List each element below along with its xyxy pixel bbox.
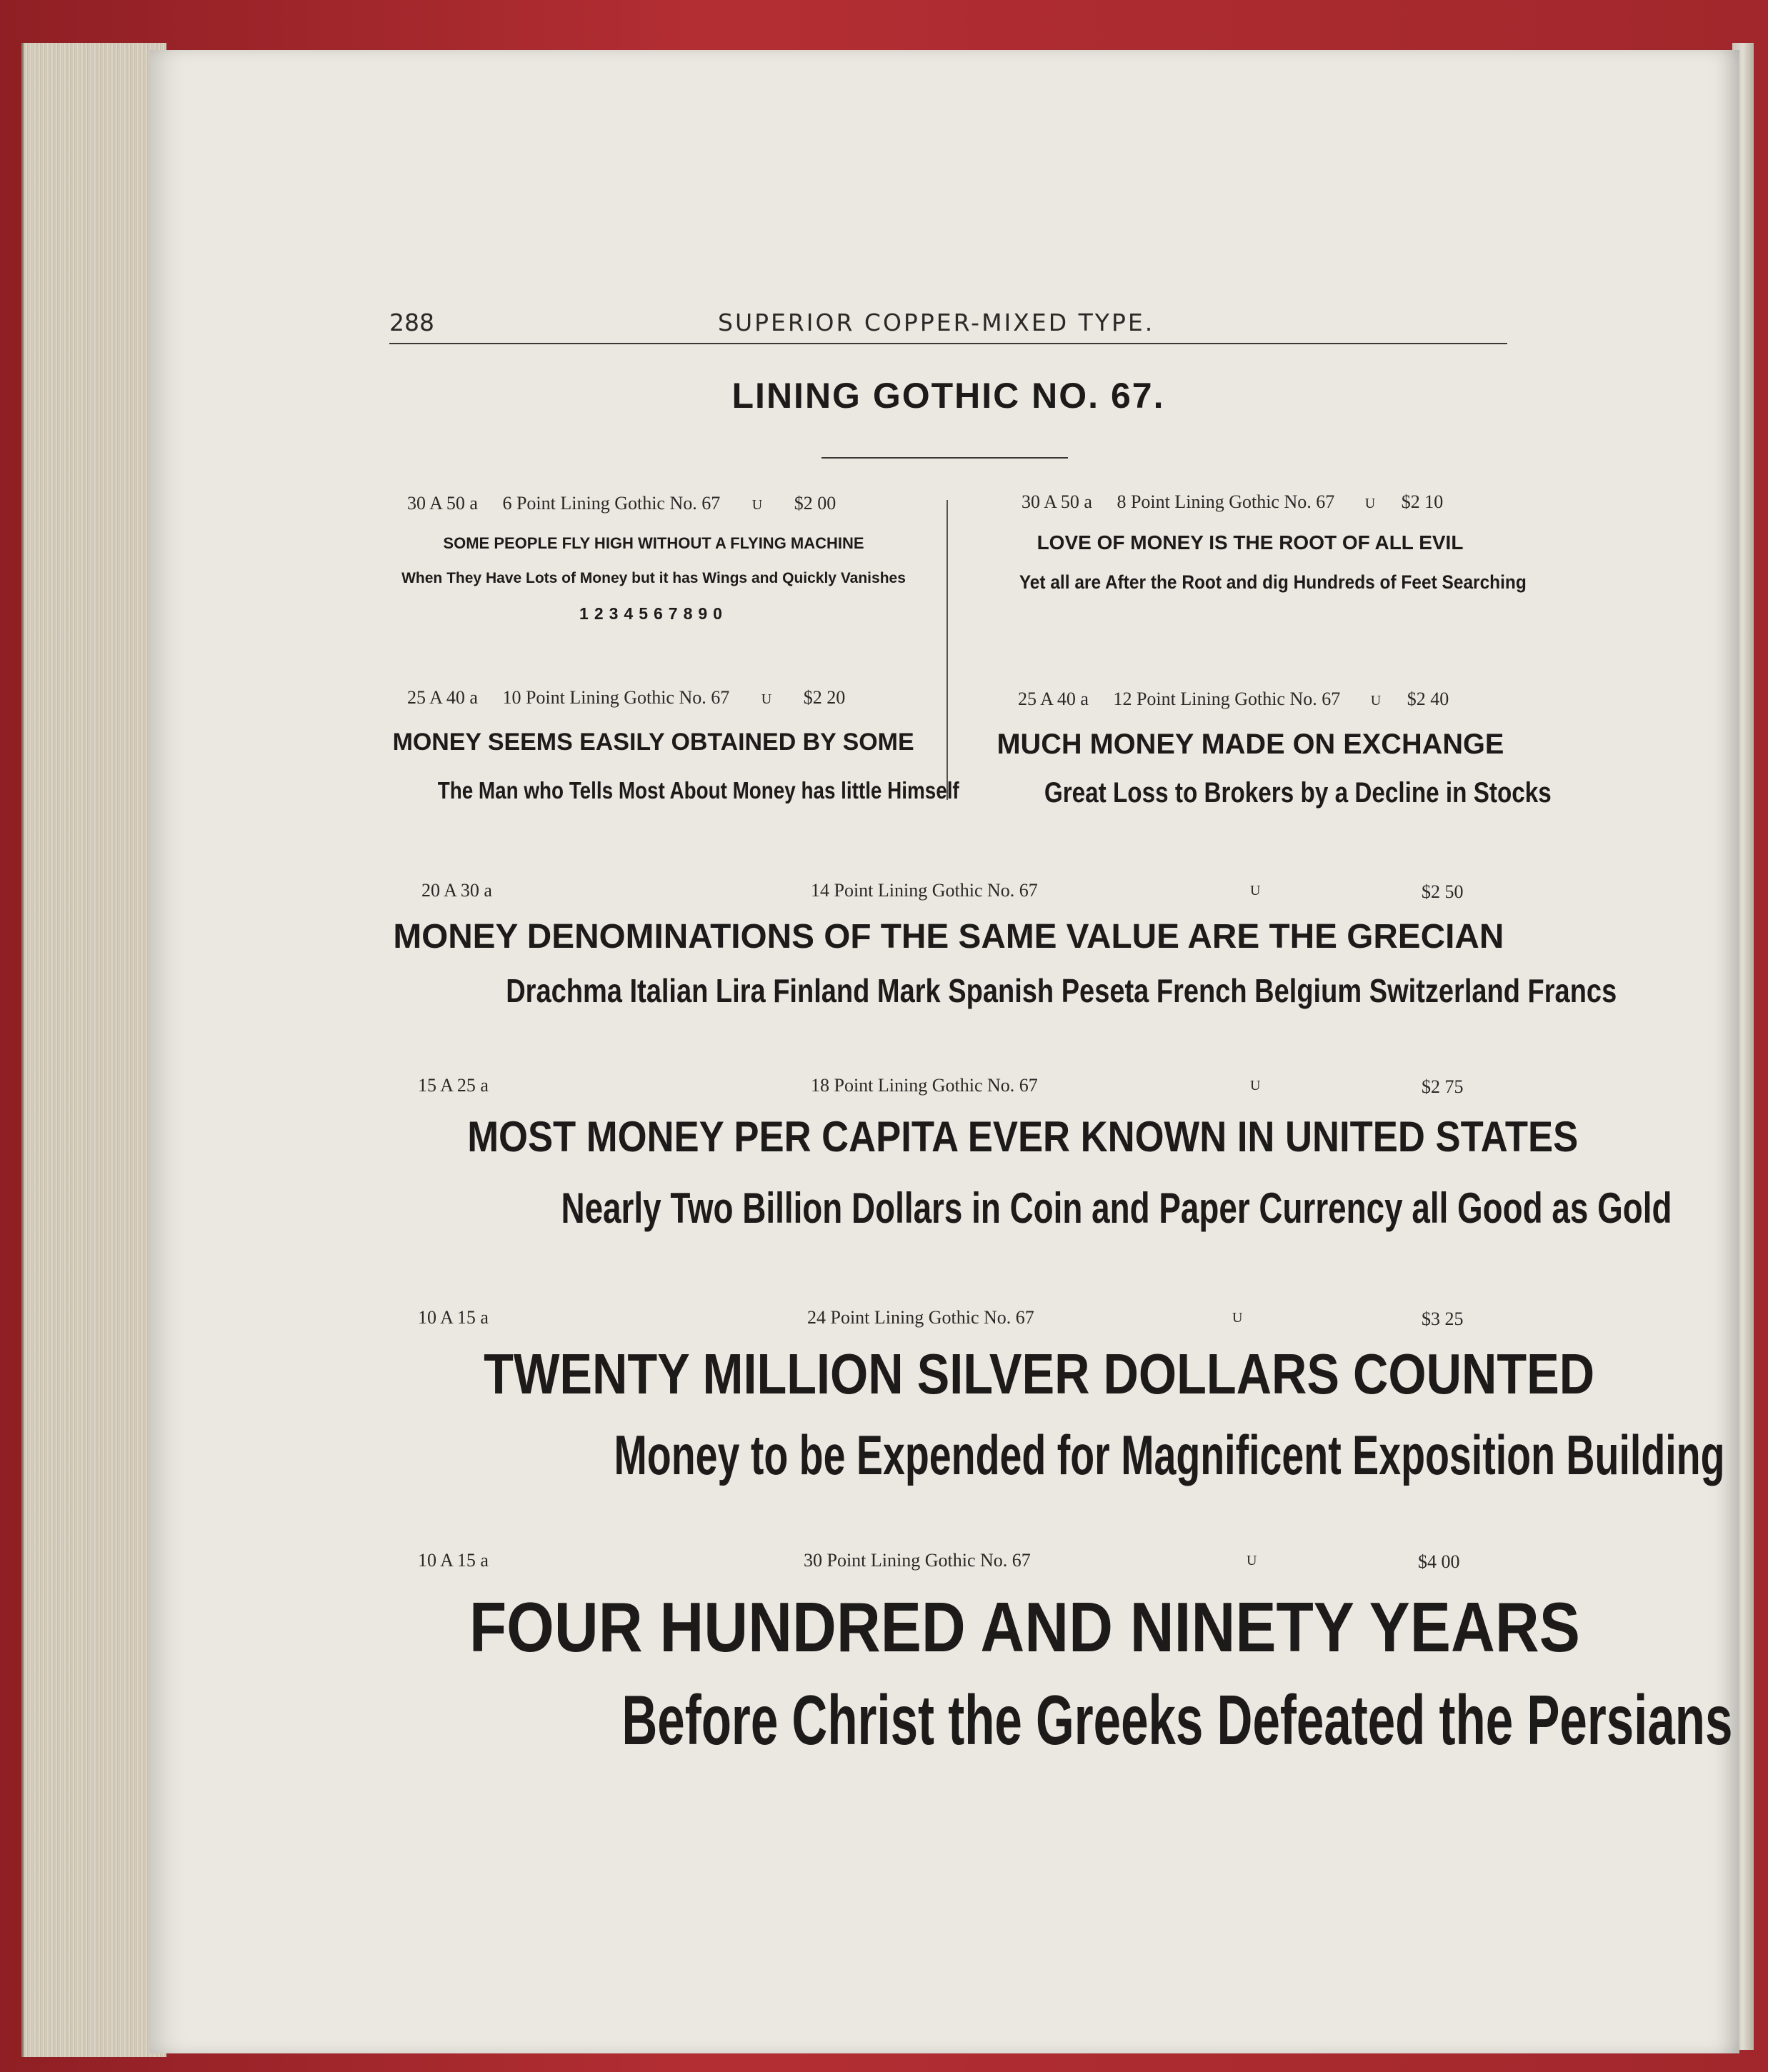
sample-line-lower: Before Christ the Greeks Defeated the Persians: [621, 1681, 1733, 1759]
font-mark: U: [761, 691, 772, 707]
font-price: $2 50: [1422, 881, 1464, 902]
font-mark: U: [1370, 693, 1382, 709]
font-count: 30 A 50 a: [1022, 491, 1092, 512]
sample-line-caps: MOST MONEY PER CAPITA EVER KNOWN IN UNITED STATES: [467, 1113, 1579, 1161]
spec-line: [1018, 689, 1449, 710]
font-name: 14 Point Lining Gothic No. 67: [811, 880, 1038, 901]
sample-line-caps: MUCH MONEY MADE ON EXCHANGE: [997, 729, 1504, 760]
font-name: 24 Point Lining Gothic No. 67: [807, 1307, 1034, 1328]
font-count: 25 A 40 a: [1018, 689, 1089, 709]
font-mark: U: [751, 497, 763, 513]
spec-line: [407, 493, 907, 514]
sample-line-lower: Yet all are After the Root and dig Hundreds of Feet Searching: [1019, 571, 1527, 593]
font-count: 30 A 50 a: [407, 493, 478, 514]
column-rule: [947, 500, 948, 800]
font-mark: U: [1247, 1553, 1257, 1568]
sample-line-lower: Money to be Expended for Magnificent Exposition Building: [614, 1423, 1725, 1486]
font-price: $2 40: [1407, 689, 1449, 709]
spec-line: [1022, 491, 1443, 513]
font-name: 12 Point Lining Gothic No. 67: [1113, 689, 1341, 709]
header-rule: [389, 343, 1507, 344]
running-title: SUPERIOR COPPER-MIXED TYPE.: [718, 309, 1155, 336]
font-price: $3 25: [1422, 1308, 1464, 1329]
page-title: LINING GOTHIC NO. 67.: [731, 376, 1165, 416]
font-name: 30 Point Lining Gothic No. 67: [804, 1550, 1031, 1571]
sample-line-figures: 1234567890: [579, 604, 728, 623]
page-number: 288: [389, 309, 434, 336]
font-price: $2 20: [803, 687, 846, 708]
sample-line-lower: When They Have Lots of Money but it has Wings and Quickly Vanishes: [401, 570, 906, 586]
font-name: 6 Point Lining Gothic No. 67: [502, 493, 721, 514]
font-count: 10 A 15 a: [418, 1307, 489, 1328]
sample-line-lower: Drachma Italian Lira Finland Mark Spanish Peseta French Belgium Switzerland Francs: [506, 972, 1617, 1009]
font-count: 20 A 30 a: [421, 880, 492, 901]
sample-line-caps: FOUR HUNDRED AND NINETY YEARS: [469, 1588, 1580, 1666]
spec-line: [407, 687, 845, 709]
sample-line-caps: TWENTY MILLION SILVER DOLLARS COUNTED: [484, 1342, 1595, 1406]
font-count: 25 A 40 a: [407, 687, 478, 708]
font-name: 8 Point Lining Gothic No. 67: [1117, 491, 1335, 512]
sample-line-caps: LOVE OF MONEY IS THE ROOT OF ALL EVIL: [1037, 531, 1464, 554]
font-price: $2 75: [1422, 1076, 1464, 1097]
sample-line-lower: Great Loss to Brokers by a Decline in Stocks: [1044, 777, 1552, 809]
sample-line-caps: MONEY DENOMINATIONS OF THE SAME VALUE ARE THE GRECIAN: [392, 918, 1504, 956]
font-name: 18 Point Lining Gothic No. 67: [811, 1075, 1038, 1096]
font-mark: U: [1364, 496, 1376, 511]
font-price: $4 00: [1418, 1551, 1460, 1572]
sample-line-caps: MONEY SEEMS EASILY OBTAINED BY SOME: [392, 729, 914, 756]
font-mark: U: [1250, 883, 1261, 899]
page-edges: [21, 43, 166, 2057]
font-count: 15 A 25 a: [418, 1075, 489, 1096]
title-rule: [821, 457, 1068, 459]
font-mark: U: [1232, 1310, 1243, 1326]
sample-line-lower: The Man who Tells Most About Money has little Himself: [437, 777, 959, 804]
font-name: 10 Point Lining Gothic No. 67: [502, 687, 730, 708]
font-mark: U: [1250, 1078, 1261, 1093]
font-price: $2 00: [794, 493, 836, 514]
font-price: $2 10: [1401, 491, 1444, 512]
sample-line-lower: Nearly Two Billion Dollars in Coin and Paper Currency all Good as Gold: [561, 1184, 1672, 1232]
sample-line-caps: SOME PEOPLE FLY HIGH WITHOUT A FLYING MACHINE: [443, 534, 864, 552]
font-count: 10 A 15 a: [418, 1550, 489, 1571]
